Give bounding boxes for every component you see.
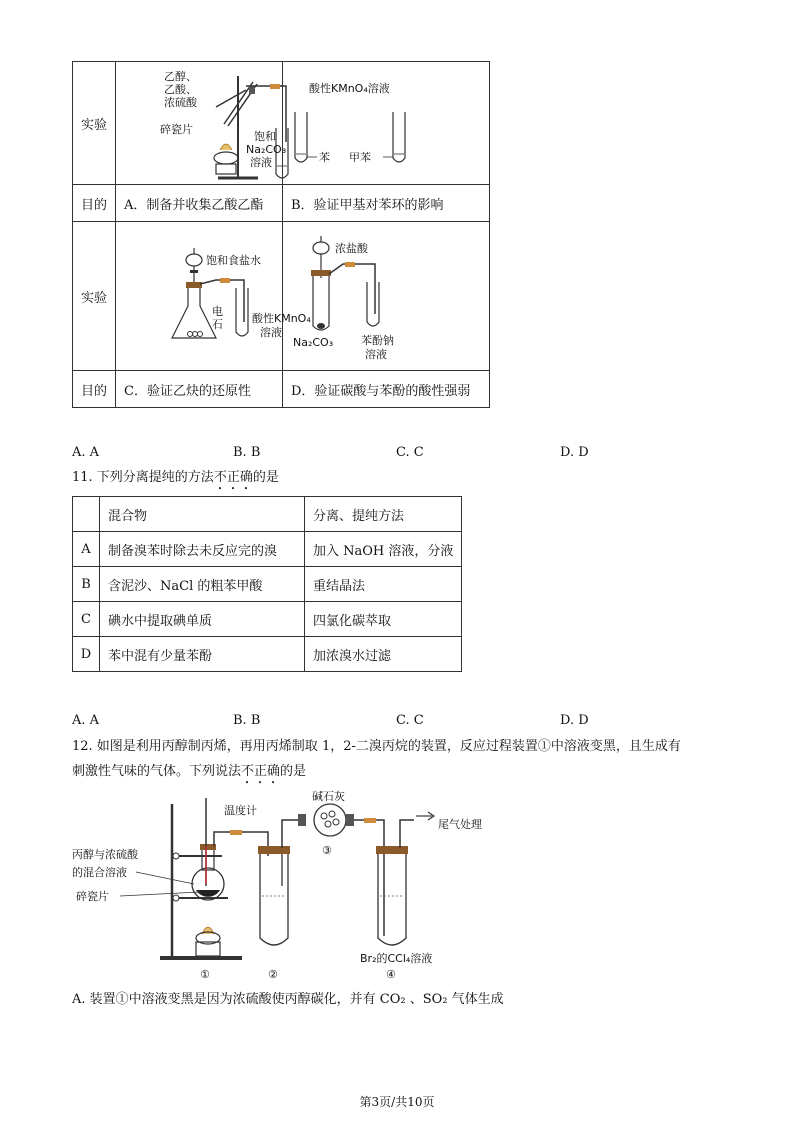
row-label-purpose: 目的 — [73, 185, 116, 222]
exp-a-label-2: 乙酸、 — [164, 83, 197, 96]
table-cell: A — [73, 532, 100, 567]
exp-b-title: 酸性KMnO₄溶液 — [309, 82, 390, 95]
table-cell: 重结晶法 — [305, 567, 462, 602]
q12-label-mix-line2: 的混合溶液 — [72, 866, 127, 879]
experiment-a-cell — [116, 62, 287, 185]
table-cell: 含泥沙、NaCl 的粗苯甲酸 — [100, 567, 305, 602]
table-header-cell: 混合物 — [100, 497, 305, 532]
q12-stem-prefix: 刺激性气味的气体。下列说法 — [72, 764, 242, 779]
q10-option-a[interactable]: A. A — [72, 445, 100, 460]
q11-table — [72, 496, 462, 672]
experiment-c-diagram — [116, 222, 311, 372]
q12-stem-line1: 12. 如图是利用丙醇制丙烯，再用丙烯制取 1，2-二溴丙烷的装置，反应过程装置①中溶液变黑，且生成有 — [72, 739, 681, 754]
q11-option-b[interactable]: B. B — [233, 713, 261, 728]
exp-d-label-4: 溶液 — [365, 348, 387, 361]
q12-label-n2: ② — [268, 968, 278, 981]
q11-stem-emphasis: 不正确 — [213, 470, 253, 485]
q12-label-n1: ① — [200, 968, 210, 981]
exp-a-label-1: 乙醇、 — [164, 70, 197, 83]
purpose-d: D．验证碳酸与苯酚的酸性强弱 — [283, 371, 490, 408]
q10-option-d[interactable]: D. D — [560, 445, 589, 460]
q11-stem-suffix: 的是 — [252, 470, 279, 485]
exp-b-left-label: 苯 — [319, 151, 330, 164]
exp-a-label-5: 饱和 — [254, 130, 276, 143]
q12-label-soda-lime: 碱石灰 — [312, 790, 345, 803]
q11-option-a[interactable]: A. A — [72, 713, 100, 728]
q10-table — [72, 61, 490, 408]
experiment-b-diagram — [283, 62, 491, 186]
table-cell: 加入 NaOH 溶液，分液 — [305, 532, 462, 567]
table-header-row — [73, 497, 462, 532]
purpose-c: C．验证乙炔的还原性 — [116, 371, 283, 408]
table-cell: B — [73, 567, 100, 602]
table-cell: 加浓溴水过滤 — [305, 637, 462, 672]
table-cell: D — [73, 637, 100, 672]
row-label-purpose-2: 目的 — [73, 371, 116, 408]
q12-label-br2: Br₂的CCl₄溶液 — [360, 952, 433, 965]
exp-c-label-1: 饱和食盐水 — [206, 254, 261, 267]
exp-a-label-3: 浓硫酸 — [164, 96, 197, 109]
experiment-c-cell — [116, 222, 311, 371]
table-header-cell — [73, 497, 100, 532]
exp-c-label-2: 电 — [212, 305, 223, 318]
q12-stem-line2 — [72, 762, 306, 787]
table-cell: 制备溴苯时除去未反应完的溴 — [100, 532, 305, 567]
experiment-d-cell — [283, 222, 490, 371]
purpose-a: A．制备并收集乙酸乙酯 — [116, 185, 283, 222]
table-row — [73, 602, 462, 637]
exp-a-label-7: 溶液 — [250, 156, 272, 169]
exp-c-label-3: 石 — [212, 318, 223, 331]
table-cell: 苯中混有少量苯酚 — [100, 637, 305, 672]
q12-label-chips: 碎瓷片 — [76, 890, 109, 903]
q11-option-c[interactable]: C. C — [396, 713, 424, 728]
row-label-experiment-2: 实验 — [73, 222, 116, 371]
q12-apparatus-diagram — [72, 786, 512, 982]
table-cell: C — [73, 602, 100, 637]
q12-label-mix-line1: 丙醇与浓硫酸 — [72, 848, 138, 861]
table-cell: 碘水中提取碘单质 — [100, 602, 305, 637]
q12-label-n4: ④ — [386, 968, 396, 981]
table-header-cell: 分离、提纯方法 — [305, 497, 462, 532]
q11-stem — [72, 468, 279, 493]
exp-a-label-6: Na₂CO₃ — [246, 143, 287, 156]
experiment-d-diagram — [283, 222, 491, 372]
table-row — [73, 532, 462, 567]
q10-option-c[interactable]: C. C — [396, 445, 424, 460]
q10-option-b[interactable]: B. B — [233, 445, 261, 460]
exp-d-label-2: Na₂CO₃ — [293, 336, 334, 349]
q12-label-tail-gas: 尾气处理 — [438, 818, 482, 831]
q11-stem-prefix: 11. 下列分离提纯的方法 — [72, 470, 214, 485]
exp-d-label-3: 苯酚钠 — [361, 334, 394, 347]
purpose-b: B．验证甲基对苯环的影响 — [283, 185, 490, 222]
q11-option-d[interactable]: D. D — [560, 713, 589, 728]
table-row — [73, 637, 462, 672]
exp-c-label-5: 溶液 — [260, 326, 282, 339]
q12-option-a[interactable]: A. 装置①中溶液变黑是因为浓硫酸使丙醇碳化，并有 CO₂ 、SO₂ 气体生成 — [72, 992, 504, 1007]
exp-a-label-4: 碎瓷片 — [160, 123, 193, 136]
experiment-a-diagram — [116, 62, 287, 186]
page-footer: 第3页/共10页 — [359, 1095, 435, 1109]
table-cell: 四氯化碳萃取 — [305, 602, 462, 637]
exp-c-label-4: 酸性KMnO₄ — [252, 312, 311, 325]
q12-label-n3: ③ — [322, 844, 332, 857]
table-row — [73, 567, 462, 602]
exp-b-right-label: 甲苯 — [349, 151, 371, 164]
q12-stem-emphasis: 不正确 — [241, 764, 281, 779]
q12-stem-suffix: 的是 — [280, 764, 307, 779]
row-label-experiment: 实验 — [73, 62, 116, 185]
q12-label-thermometer: 温度计 — [224, 804, 257, 817]
exp-d-label-1: 浓盐酸 — [335, 242, 368, 255]
experiment-b-cell — [283, 62, 490, 185]
